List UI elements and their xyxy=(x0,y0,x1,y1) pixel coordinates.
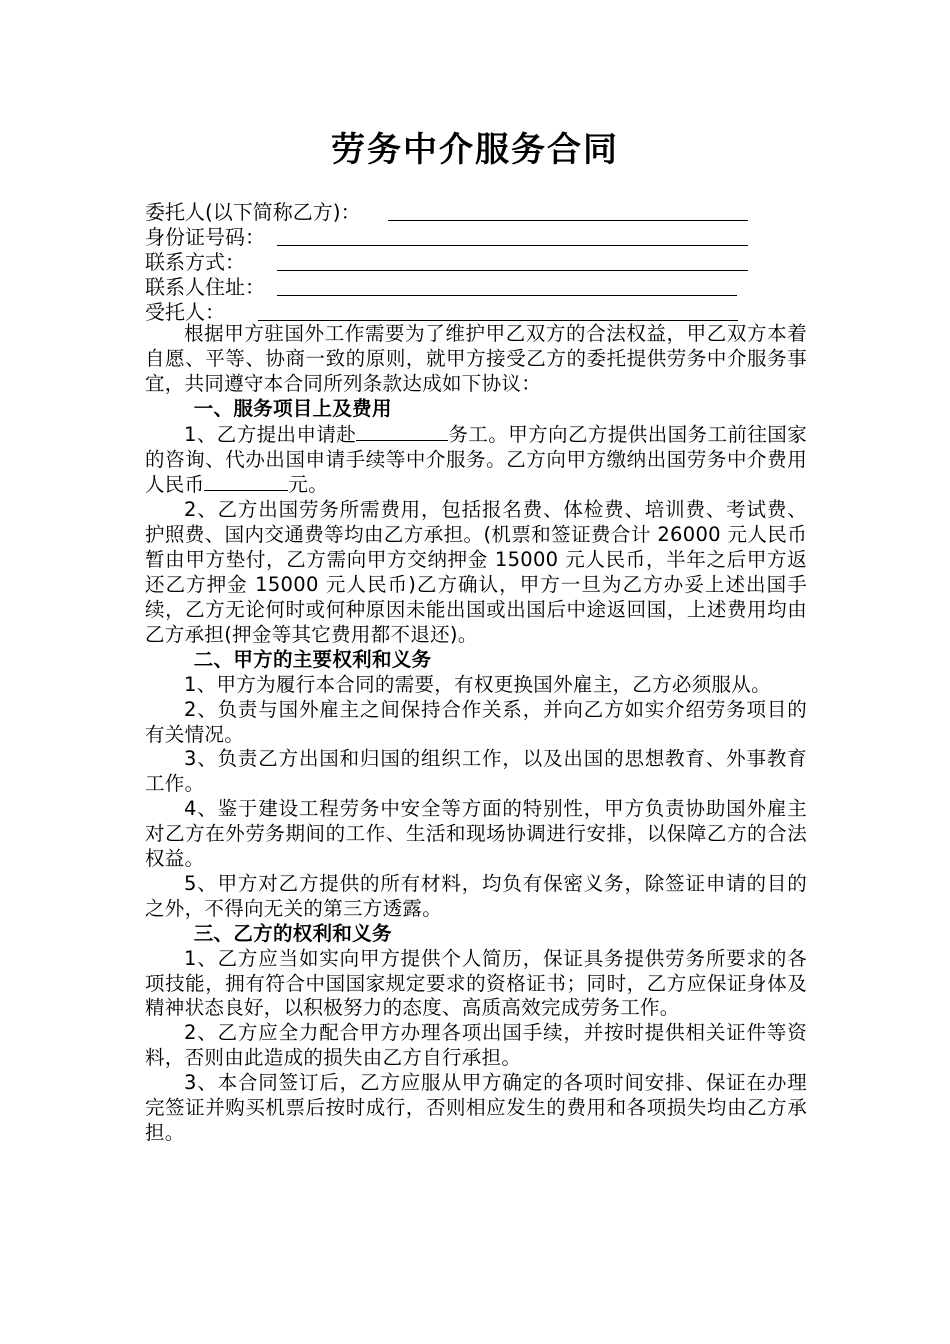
section-2-clause-3: 3、负责乙方出国和归国的组织工作，以及出国的思想教育、外事教育工作。 xyxy=(145,747,807,796)
section-3-clause-3: 3、本合同签订后，乙方应服从甲方确定的各项时间安排、保证在办理完签证并购买机票后按时成行，否则相应发生的费用和各项损失均由乙方承担。 xyxy=(145,1071,807,1144)
clause-1-text-a: 1、乙方提出申请赴 xyxy=(184,422,357,446)
destination-blank[interactable] xyxy=(356,422,448,441)
fee-amount-blank[interactable] xyxy=(204,472,288,491)
section-2-heading: 二、甲方的主要权利和义务 xyxy=(193,647,432,671)
field-trustee-label: 受托人： xyxy=(145,300,225,324)
field-contact-label: 联系方式： xyxy=(145,250,245,274)
intro-paragraph: 根据甲方驻国外工作需要为了维护甲乙双方的合法权益，甲乙双方本着自愿、平等、协商一致的原则，就甲方接受乙方的委托提供劳务中介服务事宜，共同遵守本合同所列条款达成如下协议： xyxy=(145,322,807,395)
section-2-clause-5: 5、甲方对乙方提供的所有材料，均负有保密义务，除签证申请的目的之外，不得向无关的第三方透露。 xyxy=(145,871,807,920)
section-3-clause-1: 1、乙方应当如实向甲方提供个人简历，保证具务提供劳务所要求的各项技能，拥有符合中国国家规定要求的资格证书；同时，乙方应保证身体及精神状态良好，以积极努力的态度、高质高效完成劳务工作。 xyxy=(145,946,807,1020)
field-id-number-line[interactable] xyxy=(277,225,748,246)
clause-1-text-c: 元。 xyxy=(288,473,329,497)
field-client xyxy=(145,200,361,225)
contract-body xyxy=(145,322,807,1146)
section-2-clause-2: 2、负责与国外雇主之间保持合作关系，并向乙方如实介绍劳务项目的有关情况。 xyxy=(145,697,807,746)
field-client-line[interactable] xyxy=(388,200,748,221)
field-contact xyxy=(145,250,245,275)
section-1-clause-1 xyxy=(145,422,807,499)
section-3-clause-2: 2、乙方应全力配合甲方办理各项出国手续，并按时提供相关证件等资料，否则由此造成的损失由乙方自行承担。 xyxy=(145,1021,807,1070)
section-1-clause-2: 2、乙方出国劳务所需费用，包括报名费、体检费、培训费、考试费、护照费、国内交通费等均由乙方承担。(机票和签证费合计 26000 元人民币暂由甲方垫付，乙方需向甲方交纳押金 15000 元人民币，半年之后甲方返还乙方押金 15000 元人民币)乙方确认，甲方一旦为乙方办妥上述出国手续，乙方无论何时或何种原因未能出国或出国后中途返回国，上述费用均由乙方承担(押金等其它费用都不退还)。 xyxy=(145,498,807,646)
field-contact-line[interactable] xyxy=(277,250,748,271)
section-1-heading: 一、服务项目上及费用 xyxy=(193,396,392,420)
section-3-heading: 三、乙方的权利和义务 xyxy=(193,921,392,945)
document-title: 劳务中介服务合同 xyxy=(331,130,619,170)
field-id-number-label: 身份证号码： xyxy=(145,225,265,249)
field-client-label: 委托人(以下简称乙方)： xyxy=(145,200,361,224)
field-id-number xyxy=(145,225,265,250)
section-2-clause-1: 1、甲方为履行本合同的需要，有权更换国外雇主，乙方必须服从。 xyxy=(184,672,771,696)
section-2-clause-4: 4、鉴于建设工程劳务中安全等方面的特别性，甲方负责协助国外雇主对乙方在外劳务期间的工作、生活和现场协调进行安排，以保障乙方的合法权益。 xyxy=(145,797,807,871)
field-trustee-line[interactable] xyxy=(258,300,738,321)
field-address xyxy=(145,275,265,300)
clause-1-text-b: 务工。甲方向乙方提供出国务工前往国家的咨询、代办出国申请手续等中介服务。乙方向甲方缴纳出国劳务中介费用人民币 xyxy=(145,422,808,497)
field-address-label: 联系人住址： xyxy=(145,275,265,299)
field-address-line[interactable] xyxy=(277,275,737,296)
